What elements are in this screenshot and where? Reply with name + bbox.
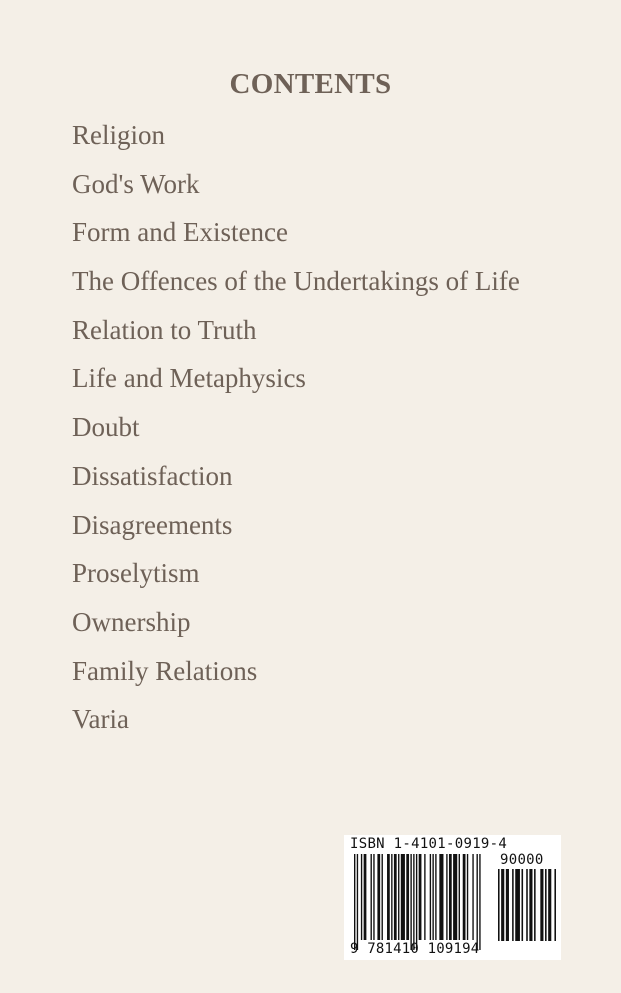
ean-digits: 9 781410 109194 — [350, 941, 480, 957]
contents-entry-disagreements: Disagreements — [72, 509, 233, 540]
contents-entry-varia: Varia — [72, 704, 129, 735]
barcode-bar — [512, 869, 514, 941]
contents-heading: CONTENTS — [229, 68, 392, 100]
barcode-bar — [540, 869, 543, 941]
barcode-bars-addon — [498, 869, 556, 941]
barcode-bar — [453, 854, 457, 940]
barcode-bar — [382, 854, 383, 940]
barcode-bar — [373, 854, 374, 940]
barcode-bar — [424, 854, 425, 940]
barcode-bar — [430, 854, 431, 940]
barcode-bar — [419, 854, 422, 940]
barcode-bar — [554, 869, 556, 941]
barcode-bar — [413, 854, 414, 950]
barcode-bar — [529, 869, 532, 941]
price-code: 90000 — [500, 852, 544, 868]
barcode-bar — [416, 854, 417, 950]
isbn-barcode — [344, 835, 561, 960]
barcode-bar — [545, 869, 547, 941]
barcode-bar — [354, 854, 355, 950]
barcode-bar — [506, 869, 509, 941]
contents-entry-gods-work: God's Work — [72, 168, 200, 199]
contents-list — [72, 111, 520, 744]
isbn-label: ISBN 1-4101-0919-4 — [350, 836, 508, 852]
barcode-bar — [472, 854, 473, 940]
barcode-bar — [439, 854, 443, 940]
contents-entry-relation-to-truth: Relation to Truth — [72, 314, 257, 345]
barcode-bar — [498, 869, 500, 941]
contents-entry-family-relations: Family Relations — [72, 655, 258, 686]
contents-entry-ownership: Ownership — [72, 606, 191, 637]
barcode-bar — [364, 854, 367, 940]
barcode-bar — [406, 854, 409, 940]
barcode-bar — [548, 869, 551, 941]
contents-entry-doubt: Doubt — [72, 412, 140, 443]
barcode-bar — [394, 854, 397, 940]
barcode-bar — [361, 854, 362, 940]
barcode-bar — [459, 854, 460, 940]
barcode-bar — [432, 854, 433, 940]
barcode-bar — [410, 854, 411, 950]
barcode-bar — [435, 854, 436, 940]
barcode-bar — [401, 854, 405, 940]
barcode-bars-main — [354, 854, 482, 950]
barcode-bar — [467, 854, 468, 940]
barcode-bar — [515, 869, 520, 941]
barcode-bar — [526, 869, 528, 941]
barcode-bar — [449, 854, 452, 940]
barcode-bar — [377, 854, 380, 940]
contents-entry-dissatisfaction: Dissatisfaction — [72, 460, 233, 491]
barcode-bar — [391, 854, 392, 940]
barcode-bar — [387, 854, 390, 940]
barcode-bar — [446, 854, 447, 940]
contents-entry-religion: Religion — [72, 120, 165, 150]
barcode-bar — [357, 854, 358, 950]
barcode-bar — [479, 854, 480, 950]
barcode-bar — [476, 854, 477, 950]
contents-entry-offences: The Offences of the Undertakings of Life — [72, 266, 520, 297]
barcode-bar — [398, 854, 399, 940]
contents-entry-proselytism: Proselytism — [72, 558, 200, 589]
barcode-bar — [522, 869, 524, 941]
barcode-bar — [534, 869, 536, 941]
barcode-bar — [501, 869, 504, 941]
barcode-bar — [371, 854, 372, 940]
contents-entry-life-and-metaphysics: Life and Metaphysics — [72, 363, 306, 394]
barcode-bar — [463, 854, 466, 940]
contents-entry-form-and-existence: Form and Existence — [72, 217, 288, 248]
